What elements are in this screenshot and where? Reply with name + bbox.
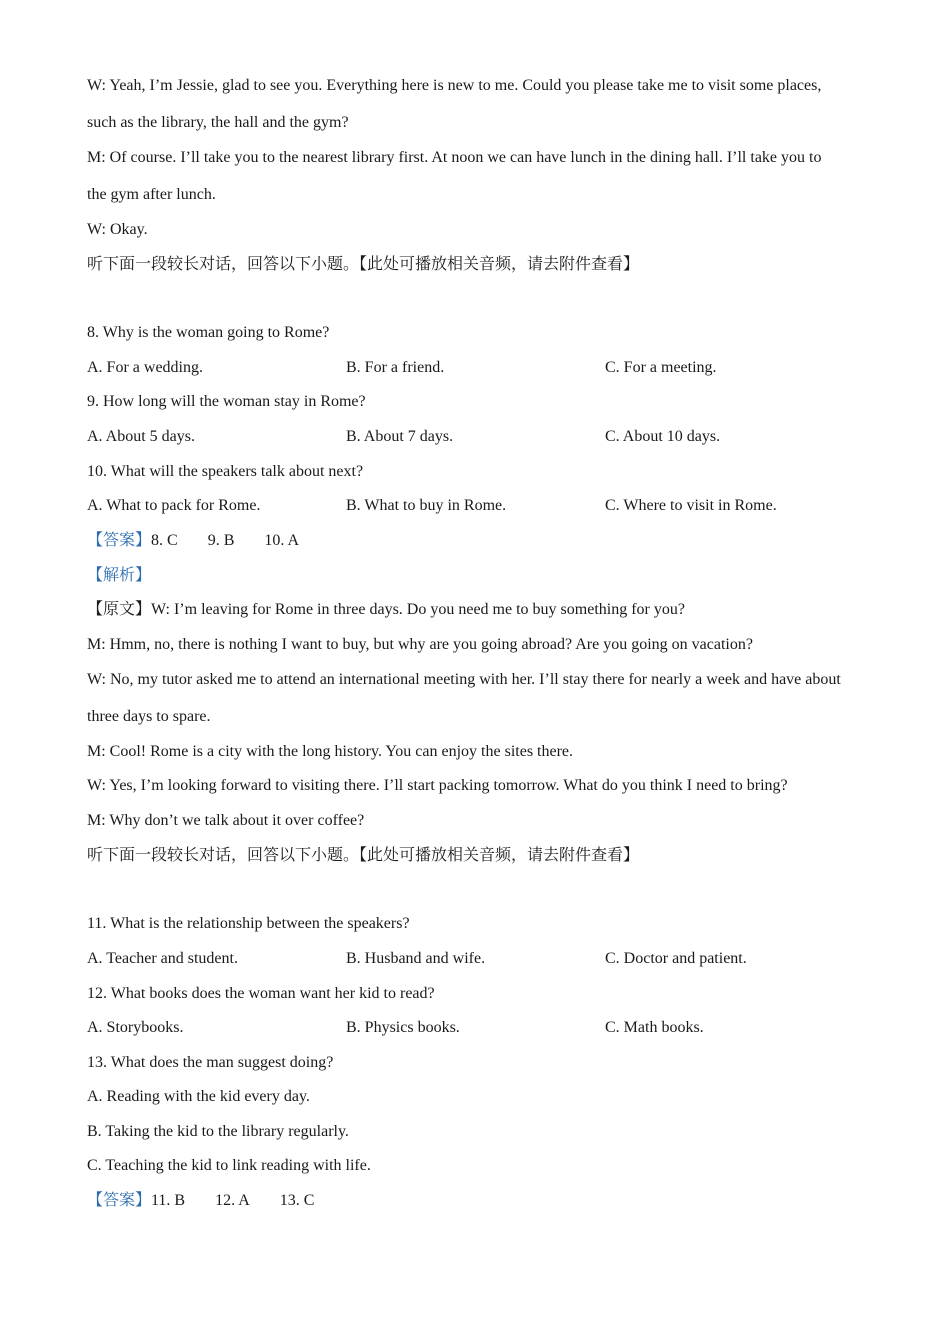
- question-9-option-c: C. About 10 days.: [605, 428, 721, 445]
- dialogue-line: W: Okay.: [87, 221, 148, 238]
- transcript-line: M: Cool! Rome is a city with the long history. You can enjoy the sites there.: [87, 743, 574, 760]
- answer-item: 13. C: [279, 1192, 315, 1209]
- original-label: 【原文】: [87, 601, 152, 618]
- question-12-option-b: B. Physics books.: [346, 1019, 460, 1036]
- transcript-line: M: Hmm, no, there is nothing I want to buy, but why are you going abroad? Are you going on vacation?: [87, 636, 753, 653]
- transcript-text: W: I’m leaving for Rome in three days. Do you need me to buy something for you?: [151, 601, 685, 618]
- question-9-stem: 9. How long will the woman stay in Rome?: [87, 393, 366, 410]
- analysis-label: 【解析】: [87, 567, 152, 584]
- question-12-stem: 12. What books does the woman want her kid to read?: [87, 985, 435, 1002]
- transcript-line: three days to spare.: [87, 708, 211, 725]
- dialogue-line: the gym after lunch.: [87, 186, 216, 203]
- question-11-stem: 11. What is the relationship between the speakers?: [87, 915, 410, 932]
- answer-label: 【答案】: [87, 532, 152, 549]
- dialogue-line: M: Of course. I’ll take you to the nearest library first. At noon we can have lunch in the dining hall. I’ll take you to: [87, 149, 822, 166]
- question-11-option-c: C. Doctor and patient.: [605, 950, 747, 967]
- question-10-stem: 10. What will the speakers talk about next?: [87, 463, 364, 480]
- audio-instruction: 听下面一段较长对话，回答以下小题。【此处可播放相关音频，请去附件查看】: [87, 256, 640, 273]
- question-9-option-a: A. About 5 days.: [87, 428, 195, 445]
- dialogue-line: such as the library, the hall and the gym?: [87, 114, 349, 131]
- audio-instruction: 听下面一段较长对话，回答以下小题。【此处可播放相关音频，请去附件查看】: [87, 847, 640, 864]
- answer-item: 9. B: [207, 532, 235, 549]
- question-11-option-b: B. Husband and wife.: [346, 950, 486, 967]
- question-13-option-c: C. Teaching the kid to link reading with life.: [87, 1157, 371, 1174]
- answer-line: [87, 1191, 314, 1211]
- question-10-option-a: A. What to pack for Rome.: [87, 497, 261, 514]
- answer-item: 10. A: [264, 532, 300, 549]
- answer-item: 8. C: [151, 532, 178, 549]
- answer-item: 12. A: [215, 1192, 250, 1209]
- question-11-option-a: A. Teacher and student.: [87, 950, 238, 967]
- transcript-line: W: Yes, I’m looking forward to visiting there. I’ll start packing tomorrow. What do you think I need to bring?: [87, 777, 788, 794]
- answer-item: 11. B: [151, 1192, 186, 1209]
- question-13-option-a: A. Reading with the kid every day.: [87, 1088, 310, 1105]
- transcript-line: [87, 600, 685, 620]
- transcript-line: M: Why don’t we talk about it over coffee?: [87, 812, 365, 829]
- question-12-option-a: A. Storybooks.: [87, 1019, 184, 1036]
- question-10-option-c: C. Where to visit in Rome.: [605, 497, 777, 514]
- question-9-option-b: B. About 7 days.: [346, 428, 454, 445]
- question-10-option-b: B. What to buy in Rome.: [346, 497, 507, 514]
- question-8-option-c: C. For a meeting.: [605, 359, 717, 376]
- question-8-option-b: B. For a friend.: [346, 359, 445, 376]
- question-13-stem: 13. What does the man suggest doing?: [87, 1054, 334, 1071]
- transcript-line: W: No, my tutor asked me to attend an international meeting with her. I’ll stay there for nearly a week and have about: [87, 671, 841, 688]
- question-8-option-a: A. For a wedding.: [87, 359, 203, 376]
- question-8-stem: 8. Why is the woman going to Rome?: [87, 324, 330, 341]
- answer-line: [87, 531, 299, 551]
- dialogue-line: W: Yeah, I’m Jessie, glad to see you. Everything here is new to me. Could you please take me to visit some places,: [87, 77, 822, 94]
- answer-label: 【答案】: [87, 1192, 152, 1209]
- question-12-option-c: C. Math books.: [605, 1019, 704, 1036]
- question-13-option-b: B. Taking the kid to the library regularly.: [87, 1123, 349, 1140]
